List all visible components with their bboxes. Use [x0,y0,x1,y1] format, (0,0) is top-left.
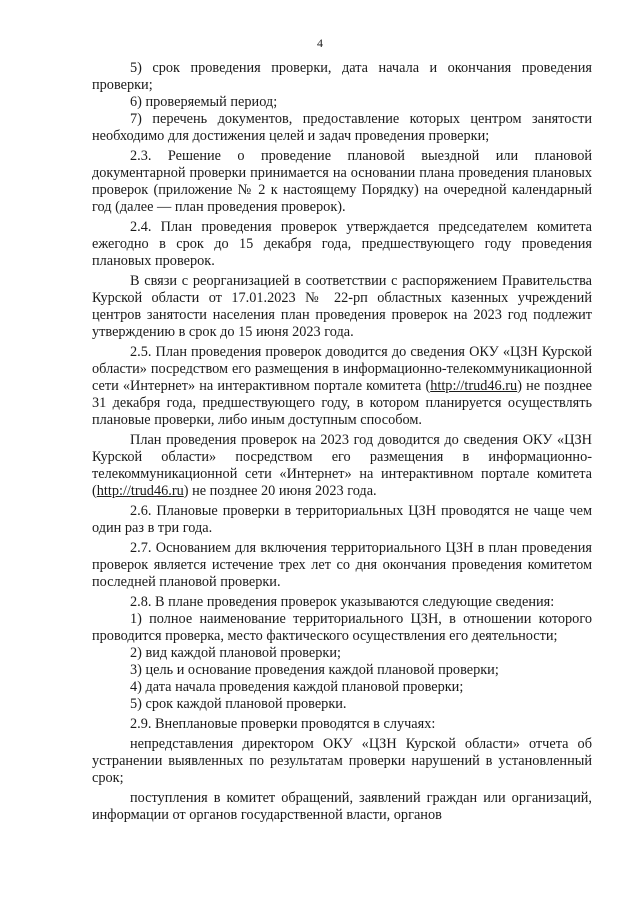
paragraph-text: ) не позднее 31 декабря года, предшествующего году, в котором планируется осуществлять плановые проверки, либо иным доступным способом. [92,378,593,428]
paragraph-reorganization: В связи с реорганизацией в соответствии с распоряжением Правительства Курской области от 17.01.2023 № 22-рп областных казенных учреждений центров занятости населения план проведения проверок на 2023 год подлежит утверждению в срок до 15 июня 2023 года. [92,273,592,340]
paragraph-text: План проведения проверок на 2023 год доводится до сведения ОКУ «ЦЗН Курской области» посредством его размещения в информационно-телекоммуникационной сети «Интернет» на интерактивном портале комитета ( [92,432,592,499]
paragraph-text: 2.5. План проведения проверок доводится до сведения ОКУ «ЦЗН Курской области» посредством его размещения в информационно-телекоммуникационной сети «Интернет» на интерактивном портале комитета ( [92,344,592,394]
paragraph-item-5: 5) срок проведения проверки, дата начала и окончания проведения проверки; [92,60,592,93]
list-item-3: 3) цель и основание проведения каждой плановой проверки; [130,662,499,678]
paragraph-item-7: 7) перечень документов, предоставление которых центром занятости необходимо для достижения целей и задач проведения проверки; [92,111,592,144]
paragraph-2-9: 2.9. Внеплановые проверки проводятся в случаях: [130,716,436,732]
paragraph-item-6: 6) проверяемый период; [130,94,278,110]
trud46-link[interactable]: http://trud46.ru [96,483,184,499]
list-item-1: 1) полное наименование территориального ЦЗН, в отношении которого проводится проверка, место фактического осуществления его деятельности; [92,611,592,644]
page-number: 4 [317,36,323,50]
list-item-2: 2) вид каждой плановой проверки; [130,645,341,661]
paragraph-case-appeals: поступления в комитет обращений, заявлений граждан или организаций, информации от органов государственной власти, органов [92,790,592,823]
paragraph-text: ) не позднее 20 июня 2023 года. [183,483,377,499]
paragraph-2-3: 2.3. Решение о проведение плановой выездной или плановой документарной проверки принимается на основании плана проведения плановых проверок (приложение № 2 к настоящему Порядку) на очередной календарный год (далее — план проведения проверок). [92,148,592,215]
list-item-5: 5) срок каждой плановой проверки. [130,696,347,712]
paragraph-2-8: 2.8. В плане проведения проверок указываются следующие сведения: [130,594,555,610]
paragraph-plan-2023 [92,432,592,500]
paragraph-case-report: непредставления директором ОКУ «ЦЗН Курской области» отчета об устранении выявленных по результатам проверки нарушений в установленный срок; [92,736,592,786]
trud46-link[interactable]: http://trud46.ru [430,378,518,394]
document-body [92,60,592,824]
paragraph-2-5 [92,344,592,429]
paragraph-2-6: 2.6. Плановые проверки в территориальных ЦЗН проводятся не чаще чем один раз в три года. [92,503,592,536]
paragraph-2-4: 2.4. План проведения проверок утверждается председателем комитета ежегодно в срок до 15 декабря года, предшествующего году проведения плановых проверок. [92,219,592,269]
list-item-4: 4) дата начала проведения каждой плановой проверки; [130,679,464,695]
paragraph-2-7: 2.7. Основанием для включения территориального ЦЗН в план проведения проверок является истечение трех лет со дня окончания проведения комитетом последней плановой проверки. [92,540,592,590]
